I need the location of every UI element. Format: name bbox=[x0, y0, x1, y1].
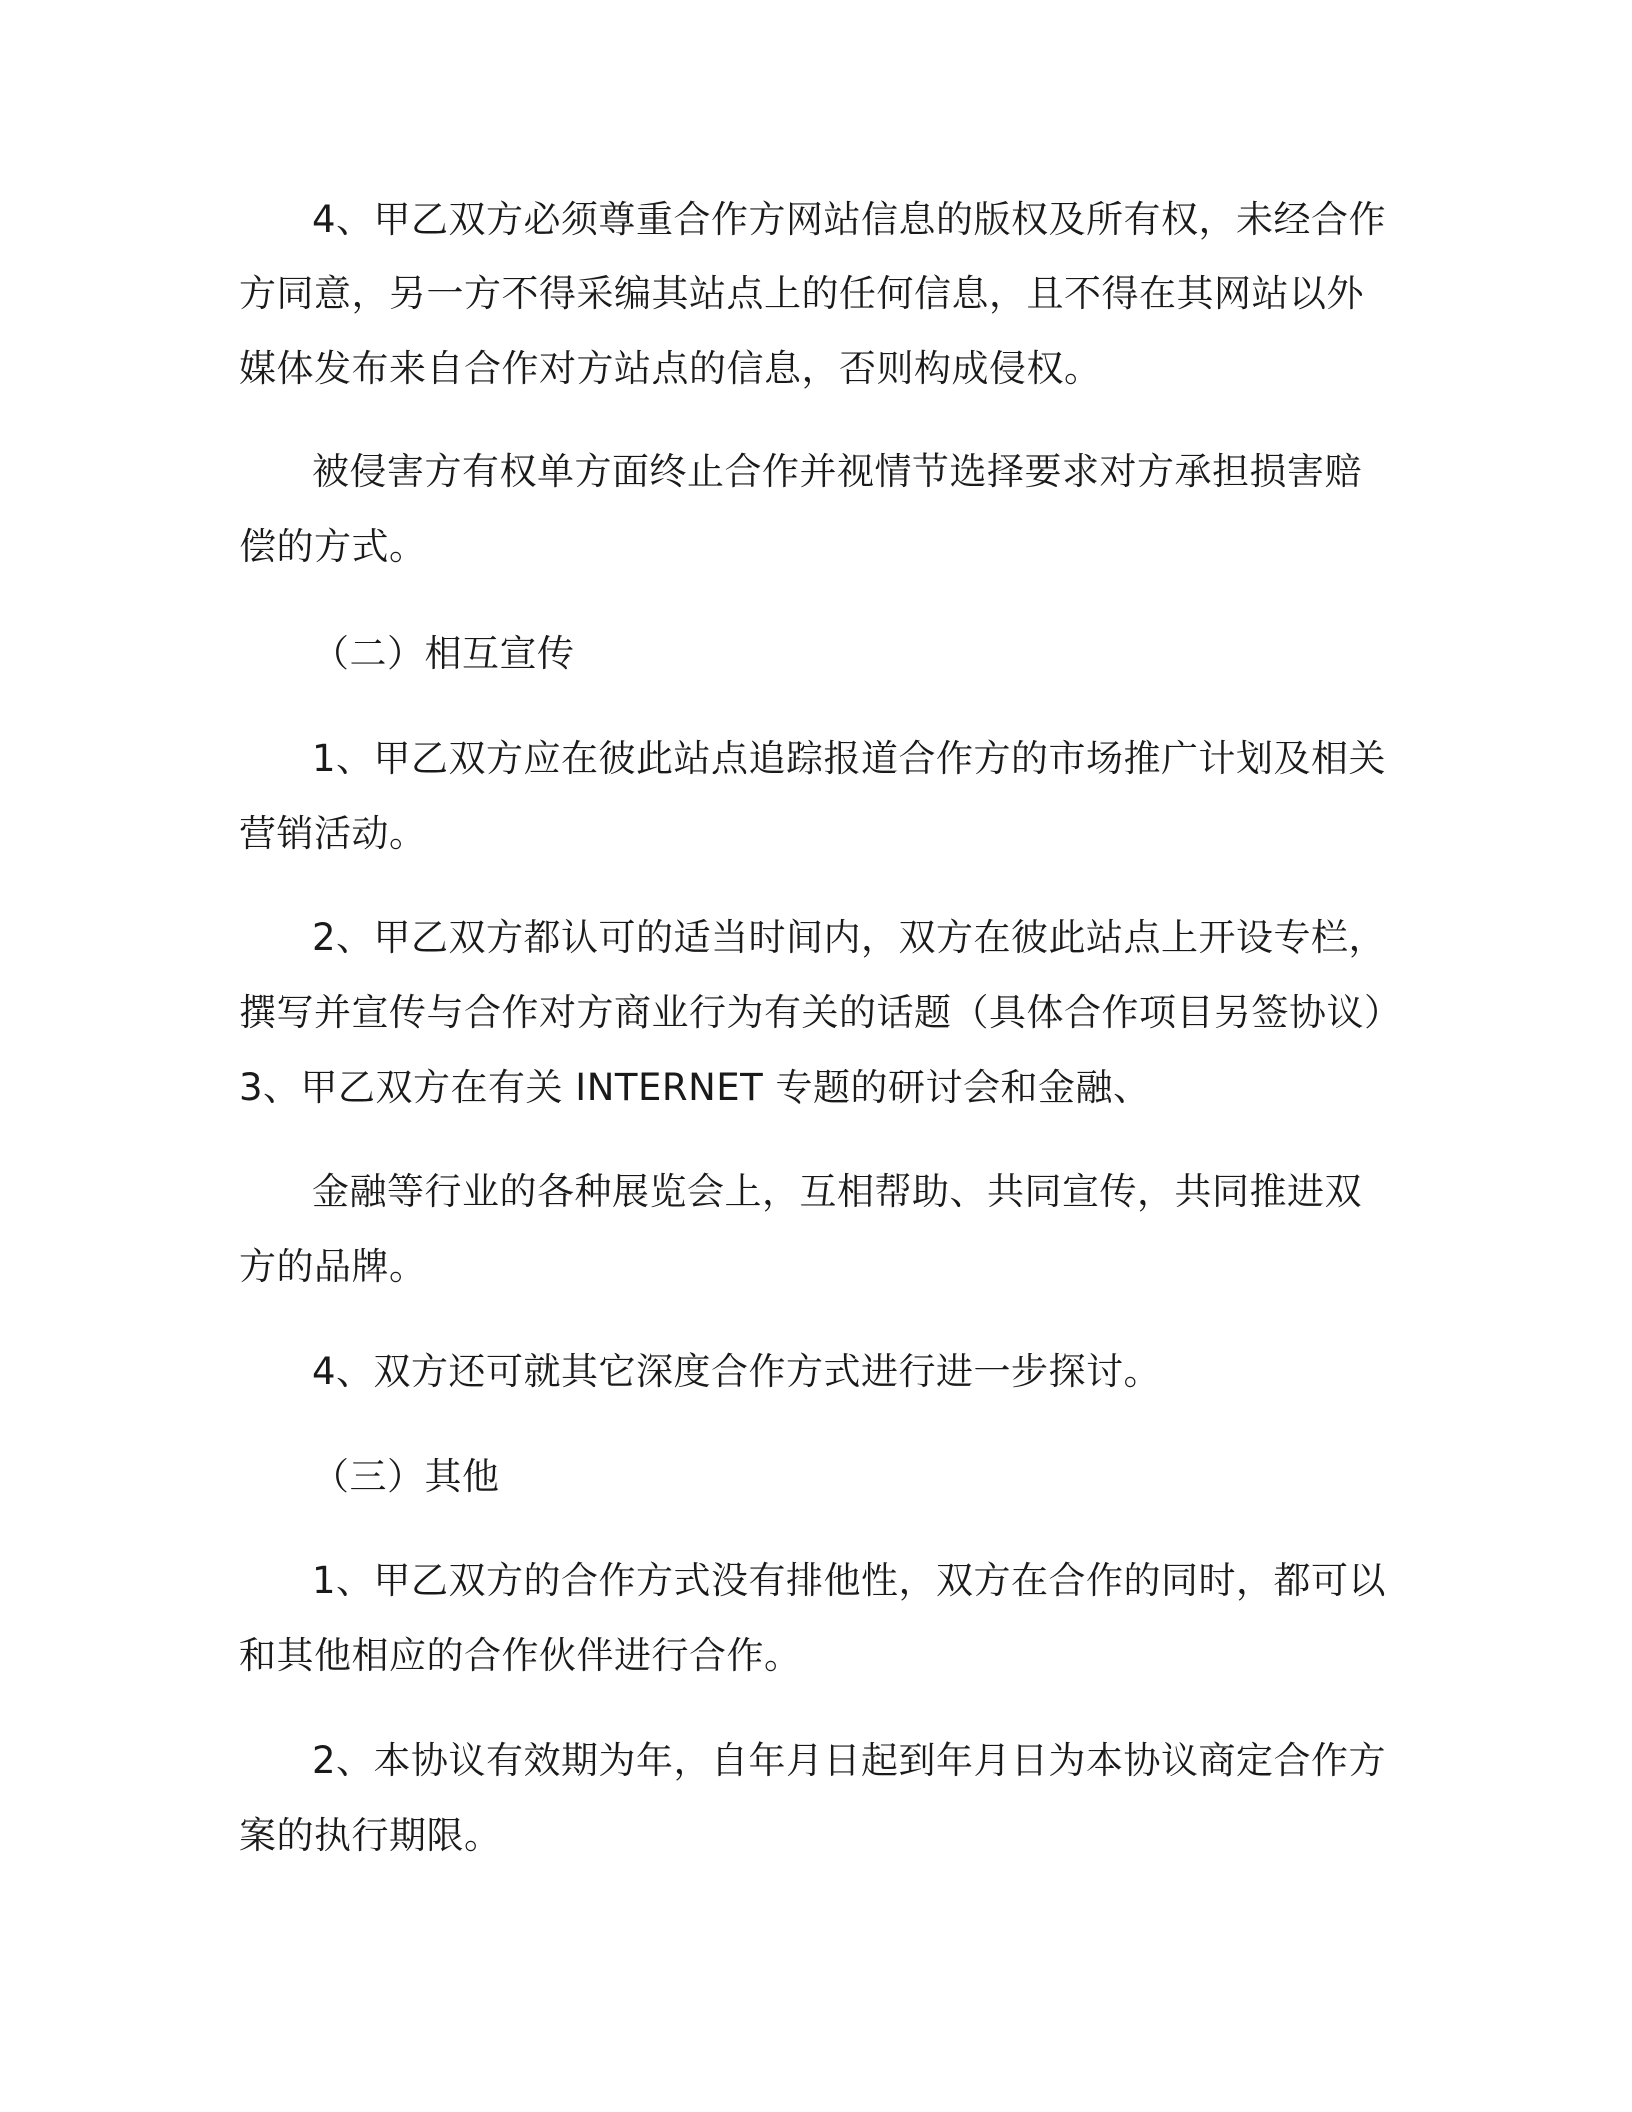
clause-4-line-1: 4、甲乙双方必须尊重合作方网站信息的版权及所有权，未经合作 bbox=[312, 198, 1387, 241]
other-1-line-1: 1、甲乙双方的合作方式没有排他性，双方在合作的同时，都可以 bbox=[312, 1559, 1387, 1602]
promo-1-line-2: 营销活动。 bbox=[239, 812, 427, 855]
clause-4-line-3: 媒体发布来自合作对方站点的信息，否则构成侵权。 bbox=[239, 347, 1102, 390]
promo-3-line-3: 方的品牌。 bbox=[239, 1245, 427, 1288]
promo-3-line-1: 3、甲乙双方在有关 INTERNET 专题的研讨会和金融、 bbox=[239, 1066, 1151, 1109]
clause-4-line-2: 方同意，另一方不得采编其站点上的任何信息，且不得在其网站以外 bbox=[239, 272, 1364, 315]
other-2-line-2: 案的执行期限。 bbox=[239, 1814, 502, 1857]
section-heading-other: （三）其他 bbox=[312, 1455, 500, 1498]
promo-2-line-2: 撰写并宣传与合作对方商业行为有关的话题（具体合作项目另签协议） bbox=[239, 991, 1402, 1034]
other-1-line-2: 和其他相应的合作伙伴进行合作。 bbox=[239, 1634, 802, 1677]
remedy-line-1: 被侵害方有权单方面终止合作并视情节选择要求对方承担损害赔 bbox=[312, 450, 1362, 493]
remedy-line-2: 偿的方式。 bbox=[239, 525, 427, 568]
promo-2-line-1: 2、甲乙双方都认可的适当时间内，双方在彼此站点上开设专栏， bbox=[312, 916, 1387, 959]
promo-4-line-1: 4、双方还可就其它深度合作方式进行进一步探讨。 bbox=[312, 1350, 1162, 1393]
promo-3-line-2: 金融等行业的各种展览会上，互相帮助、共同宣传，共同推进双 bbox=[312, 1170, 1362, 1213]
section-heading-mutual-promotion: （二）相互宣传 bbox=[312, 632, 575, 675]
other-2-line-1: 2、本协议有效期为年，自年月日起到年月日为本协议商定合作方 bbox=[312, 1739, 1387, 1782]
promo-1-line-1: 1、甲乙双方应在彼此站点追踪报道合作方的市场推广计划及相关 bbox=[312, 737, 1387, 780]
